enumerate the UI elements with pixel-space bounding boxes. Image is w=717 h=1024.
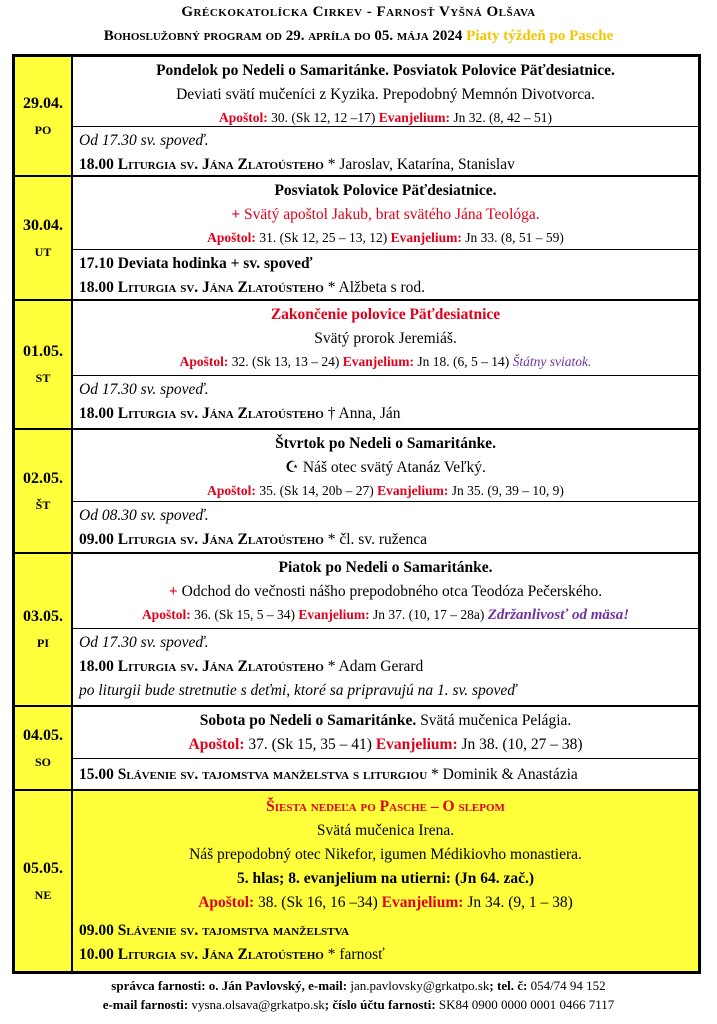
apostol-label: Apoštol: bbox=[207, 483, 256, 498]
readings bbox=[77, 107, 694, 129]
date-cell bbox=[15, 57, 73, 175]
page-subtitle bbox=[0, 28, 717, 45]
weekday: SO bbox=[34, 754, 51, 769]
service-line bbox=[79, 943, 692, 967]
day-row bbox=[15, 707, 698, 791]
date: 01.05. bbox=[23, 343, 63, 360]
evanjelium-ref: Jn 32. (8, 42 – 51) bbox=[450, 110, 553, 125]
service-line bbox=[79, 402, 692, 426]
service-intention: * farnosť bbox=[323, 946, 385, 963]
service-name: Liturgia sv. Jána Zlatoústeho bbox=[117, 405, 324, 422]
evanjelium-ref: Jn 33. (8, 51 – 59) bbox=[461, 230, 564, 245]
evanjelium-label: Evanjelium: bbox=[377, 483, 449, 498]
evanjelium-label: Evanjelium: bbox=[378, 110, 451, 125]
feast-title: Šiesta nedeľa po Pasche – O slepom bbox=[266, 798, 505, 815]
readings bbox=[77, 480, 694, 502]
bank-account: SK84 0900 0000 0001 0466 7117 bbox=[438, 997, 615, 1012]
feast-block bbox=[73, 177, 698, 250]
service-name: Slávenie sv. tajomstva manželstva bbox=[117, 922, 350, 939]
readings bbox=[77, 227, 694, 249]
service-intention: * čl. sv. ruženca bbox=[323, 531, 428, 548]
feast-block bbox=[73, 57, 698, 127]
apostol-ref: 30. (Sk 12, 12 –17) bbox=[267, 110, 379, 125]
services-block bbox=[73, 127, 698, 179]
feast-title-rest: Svätá mučenica Pelágia. bbox=[416, 712, 572, 729]
parish-email[interactable]: vysna.olsava@grkatpo.sk bbox=[191, 997, 325, 1012]
saints-text: Odchod do večnosti nášho prepodobného otca Teodóza Pečerského. bbox=[177, 583, 603, 600]
apostol-label: Apoštol: bbox=[218, 110, 268, 125]
service-line bbox=[79, 528, 692, 552]
apostol-ref: 36. (Sk 15, 5 – 34) bbox=[190, 607, 299, 622]
date-cell bbox=[15, 177, 73, 299]
service-line bbox=[79, 919, 692, 943]
service-name: Liturgia sv. Jána Zlatoústeho bbox=[117, 531, 324, 548]
weekday: ŠT bbox=[35, 497, 51, 512]
service-time: 18.00 bbox=[79, 156, 118, 173]
evanjelium-ref: Jn 18. (6, 5 – 14) bbox=[414, 354, 513, 369]
day-row bbox=[15, 57, 698, 177]
date: 05.05. bbox=[23, 859, 63, 877]
feast-block bbox=[73, 430, 698, 502]
feast-block bbox=[73, 301, 698, 376]
feast-title: Posviatok Polovice Päťdesiatnice. bbox=[274, 182, 497, 199]
service-line: 17.10 Deviata hodinka + sv. spoveď bbox=[79, 255, 313, 272]
saints-text: Náš otec svätý Atanáz Veľký. bbox=[299, 459, 486, 476]
saints: Deviati svätí mučeníci z Kyzika. Prepodobný Memnón Divotvorca. bbox=[176, 86, 595, 103]
service-time: 09.00 bbox=[79, 922, 118, 939]
saints bbox=[77, 203, 694, 227]
bishop-symbol-icon: ☪ bbox=[285, 459, 300, 476]
feast-block bbox=[73, 554, 698, 629]
phone-number: 054/74 94 152 bbox=[530, 978, 606, 993]
service-line bbox=[79, 763, 692, 787]
readings bbox=[77, 604, 694, 626]
service-intention: * Dominik & Anastázia bbox=[427, 766, 578, 783]
apostol-label: Apoštol: bbox=[198, 894, 255, 911]
feast-block bbox=[73, 791, 698, 917]
feast-title: Zakončenie polovice Päťdesiatnice bbox=[270, 306, 501, 323]
evanjelium-ref: Jn 38. (10, 27 – 38) bbox=[457, 736, 583, 753]
saints bbox=[77, 580, 694, 604]
feast-block bbox=[73, 707, 698, 759]
date-cell bbox=[15, 791, 73, 971]
apostol-ref: 37. (Sk 15, 35 – 41) bbox=[244, 736, 376, 753]
service-intention: * Adam Gerard bbox=[323, 658, 424, 675]
day-row bbox=[15, 430, 698, 554]
date-cell bbox=[15, 301, 73, 428]
service-time: 18.00 bbox=[79, 658, 118, 675]
cross-icon: + bbox=[231, 206, 241, 223]
service-intention: * Jaroslav, Katarína, Stanislav bbox=[323, 156, 515, 173]
day-row bbox=[15, 301, 698, 430]
services-block bbox=[73, 376, 698, 428]
service-intention: † Anna, Ján bbox=[323, 405, 401, 422]
service-time: 18.00 bbox=[79, 405, 118, 422]
service-note: po liturgii bude stretnutie s deťmi, ktoré sa pripravujú na 1. sv. spoveď bbox=[79, 682, 517, 699]
service-name: Liturgia sv. Jána Zlatoústeho bbox=[117, 658, 324, 675]
service-line: Od 08.30 sv. spoveď. bbox=[79, 507, 209, 524]
apostol-ref: 35. (Sk 14, 20b – 27) bbox=[255, 483, 378, 498]
cross-icon: + bbox=[168, 583, 178, 600]
date-cell bbox=[15, 707, 73, 789]
services-block bbox=[73, 250, 698, 302]
apostol-ref: 31. (Sk 12, 25 – 13, 12) bbox=[255, 230, 391, 245]
services-block bbox=[73, 917, 698, 969]
weekday: ST bbox=[35, 371, 51, 385]
readings bbox=[77, 891, 694, 915]
saints: Svätý prorok Jeremiáš. bbox=[314, 330, 457, 347]
saints: Svätá mučenica Irena. bbox=[316, 822, 455, 839]
service-name: Liturgia sv. Jána Zlatoústeho bbox=[117, 279, 324, 296]
tone-line: 5. hlas; 8. evanjelium na utierni: (Jn 64. zač.) bbox=[236, 870, 535, 887]
week-label: Piaty týždeň po Pasche bbox=[466, 28, 614, 44]
apostol-label: Apoštol: bbox=[141, 607, 191, 622]
date-cell bbox=[15, 554, 73, 705]
apostol-ref: 38. (Sk 16, 16 –34) bbox=[254, 894, 382, 911]
readings bbox=[77, 733, 694, 757]
service-time: 18.00 bbox=[79, 279, 118, 296]
saints bbox=[77, 456, 694, 480]
date: 02.05. bbox=[23, 469, 63, 487]
evanjelium-ref: Jn 35. (9, 39 – 10, 9) bbox=[448, 483, 564, 498]
weekday: NE bbox=[34, 887, 52, 902]
day-row bbox=[15, 554, 698, 707]
date: 29.04. bbox=[23, 94, 63, 112]
apostol-label: Apoštol: bbox=[207, 230, 256, 245]
services-block bbox=[73, 629, 698, 705]
page-title: Gréckokatolícka Cirkev - Farnosť Vyšná Olšava bbox=[181, 4, 536, 20]
service-name: Liturgia sv. Jána Zlatoústeho bbox=[117, 156, 324, 173]
weekday: UT bbox=[34, 244, 52, 259]
day-row bbox=[15, 177, 698, 301]
weekday: PO bbox=[34, 122, 52, 137]
footer-label: ; tel. č: bbox=[489, 978, 531, 993]
evanjelium-label: Evanjelium: bbox=[390, 230, 462, 245]
service-time: 15.00 bbox=[79, 766, 118, 783]
day-row bbox=[15, 791, 698, 971]
service-name: Slávenie sv. tajomstva manželstva s liturgiou bbox=[117, 766, 428, 783]
service-line bbox=[79, 655, 692, 679]
saints: Náš prepodobný otec Nikefor, igumen Médikiovho monastiera. bbox=[189, 846, 582, 863]
feast-title-bold: Sobota po Nedeli o Samaritánke. bbox=[199, 712, 417, 729]
service-time: 10.00 bbox=[79, 946, 118, 963]
date: 04.05. bbox=[23, 726, 63, 744]
weekday: PI bbox=[37, 636, 49, 650]
administrator-email[interactable]: jan.pavlovsky@grkatpo.sk bbox=[350, 978, 490, 993]
date-cell bbox=[15, 430, 73, 552]
footer-label: e-mail farnosti: bbox=[102, 997, 192, 1012]
service-line: Od 17.30 sv. spoveď. bbox=[79, 132, 209, 149]
apostol-label: Apoštol: bbox=[179, 354, 229, 369]
service-name: Liturgia sv. Jána Zlatoústeho bbox=[117, 946, 324, 963]
fasting-note: Zdržanlivosť od mäsa! bbox=[487, 607, 630, 623]
apostol-ref: 32. (Sk 13, 13 – 24) bbox=[228, 354, 343, 369]
feast-title: Štvrtok po Nedeli o Samaritánke. bbox=[275, 435, 496, 452]
services-block bbox=[73, 502, 698, 554]
holiday-note: Štátny sviatok. bbox=[512, 354, 592, 369]
evanjelium-ref: Jn 37. (10, 17 – 28a) bbox=[369, 607, 488, 622]
saints-text: Svätý apoštol Jakub, brat svätého Jána Teológa. bbox=[240, 206, 540, 223]
services-block bbox=[73, 759, 698, 789]
date: 30.04. bbox=[23, 216, 63, 234]
apostol-label: Apoštol: bbox=[188, 736, 245, 753]
evanjelium-label: Evanjelium: bbox=[298, 607, 370, 622]
readings bbox=[77, 351, 694, 373]
evanjelium-label: Evanjelium: bbox=[381, 894, 464, 911]
service-intention: * Alžbeta s rod. bbox=[323, 279, 426, 296]
service-line: Od 17.30 sv. spoveď. bbox=[79, 381, 209, 398]
footer-administrator bbox=[0, 978, 717, 994]
footer-label: správca farnosti: o. Ján Pavlovský, e-mail: bbox=[111, 978, 351, 993]
evanjelium-ref: Jn 34. (9, 1 – 38) bbox=[463, 894, 573, 911]
feast-title bbox=[77, 709, 694, 733]
footer-label: ; číslo účtu farnosti: bbox=[324, 997, 439, 1012]
feast-title: Pondelok po Nedeli o Samaritánke. Posviatok Polovice Päťdesiatnice. bbox=[156, 62, 615, 79]
service-line bbox=[79, 276, 692, 300]
schedule-table bbox=[12, 54, 701, 974]
evanjelium-label: Evanjelium: bbox=[342, 354, 415, 369]
date: 03.05. bbox=[23, 608, 63, 625]
service-line: Od 17.30 sv. spoveď. bbox=[79, 634, 209, 651]
program-range: Bohoslužobný program od 29. apríla do 05. mája 2024 bbox=[103, 28, 463, 44]
feast-title: Piatok po Nedeli o Samaritánke. bbox=[278, 559, 493, 576]
footer-parish bbox=[0, 997, 717, 1013]
service-line bbox=[79, 153, 692, 177]
service-time: 09.00 bbox=[79, 531, 118, 548]
evanjelium-label: Evanjelium: bbox=[375, 736, 458, 753]
